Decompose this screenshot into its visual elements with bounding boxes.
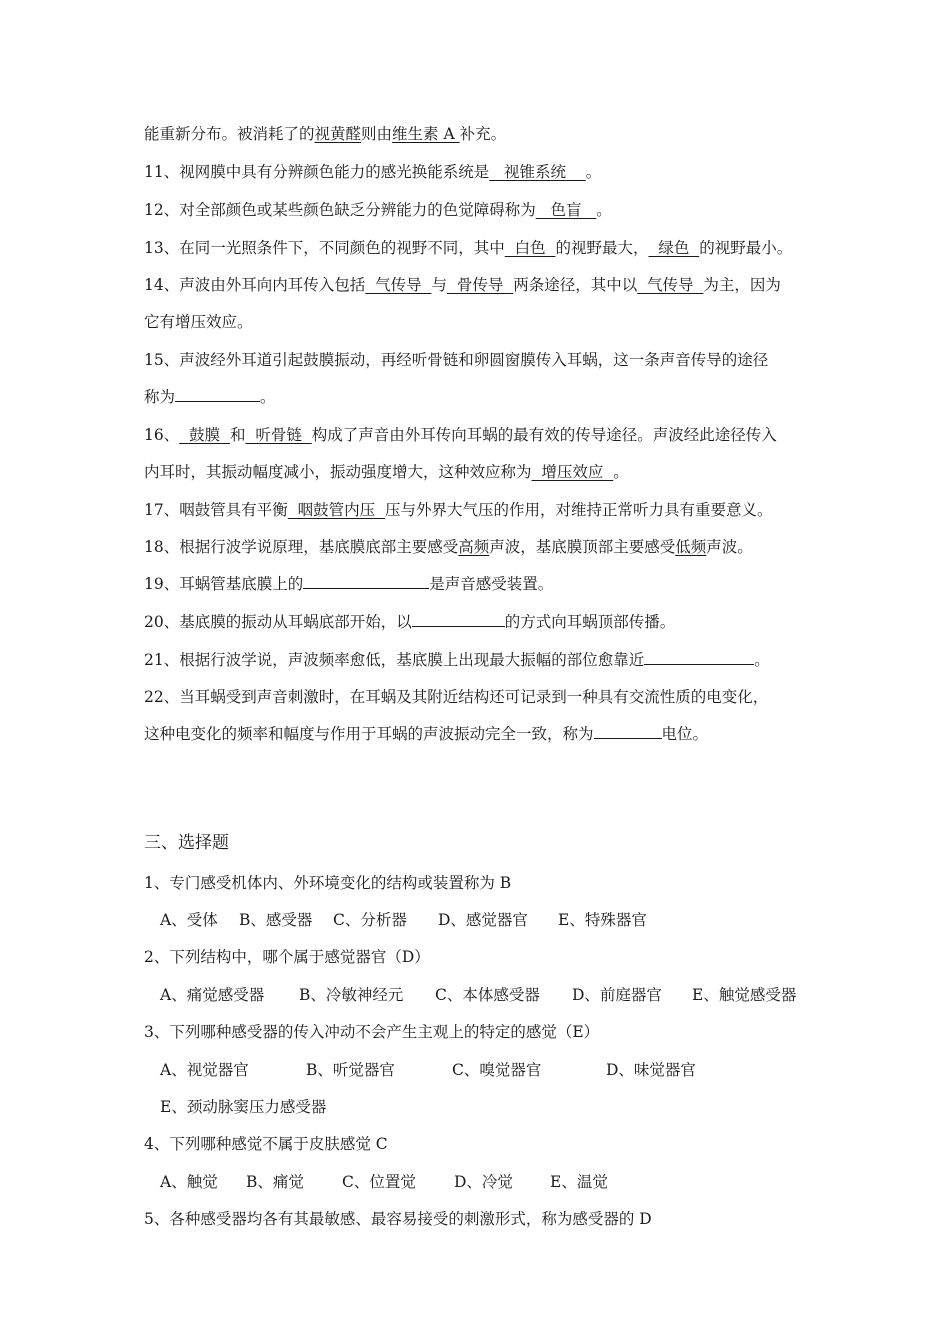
section-title: 三、选择题 [144, 833, 229, 853]
option-d: D、冷觉 [454, 1173, 513, 1191]
option-a: A、触觉 [160, 1173, 218, 1191]
answer-blank: 增压效应 [531, 463, 614, 481]
answer-blank: 视锥系统 [489, 163, 586, 181]
option-d: D、感觉器官 [438, 911, 528, 929]
option-e: E、特殊器官 [558, 911, 647, 929]
question-19: 19、耳蜗管基底膜上的 是声音感受装置。 [144, 575, 554, 593]
answer-blank: 视黄醛 [314, 125, 362, 143]
question-16: 16、 鼓膜 和 听骨链 构成了声音由外耳传向耳蜗的最有效的传导途径。声波经此途径传入 [144, 426, 777, 444]
option-b: B、痛觉 [246, 1173, 304, 1191]
question-18: 18、根据行波学说原理，基底膜底部主要感受高频声波，基底膜顶部主要感受低频声波。 [144, 538, 753, 556]
choice-question-2: 2、下列结构中，哪个属于感觉器官（D） [144, 948, 430, 966]
choice-question-1: 1、专门感受机体内、外环境变化的结构或装置称为 B [144, 874, 512, 892]
answer-blank: 低频 [675, 538, 707, 556]
option-b: B、听觉器官 [306, 1061, 395, 1079]
answer-blank: 咽鼓管内压 [287, 501, 385, 519]
option-c: C、本体感受器 [435, 986, 540, 1004]
question-16-cont: 内耳时，其振动幅度减小，振动强度增大，这种效应称为 增压效应 。 [144, 463, 629, 481]
question-13: 13、在同一光照条件下，不同颜色的视野不同，其中 白色 的视野最大， 绿色 的视野最小。 [144, 239, 793, 257]
question-22: 22、当耳蜗受到声音刺激时，在耳蜗及其附近结构还可记录到一种具有交流性质的电变化， [144, 688, 769, 706]
question-12: 12、对全部颜色或某些颜色缺乏分辨能力的色觉障碍称为 色盲 。 [144, 201, 612, 219]
question-11: 11、视网膜中具有分辨颜色能力的感光换能系统是 视锥系统 。 [144, 163, 602, 181]
empty-blank [644, 650, 754, 665]
option-d: D、味觉器官 [606, 1061, 696, 1079]
answer-blank: 色盲 [535, 201, 597, 219]
option-c: C、嗅觉器官 [452, 1061, 542, 1079]
line-l0: 能重新分布。被消耗了的视黄醛则由维生素 A 补充。 [144, 125, 507, 143]
choice-question-5: 5、各种感受器均各有其最敏感、最容易接受的刺激形式，称为感受器的 D [144, 1210, 652, 1228]
option-e: E、触觉感受器 [692, 986, 797, 1004]
choice-question-3: 3、下列哪种感受器的传入冲动不会产生主观上的特定的感觉（E） [144, 1023, 600, 1041]
answer-blank: 绿色 [648, 239, 700, 257]
empty-blank [594, 724, 662, 739]
answer-blank: 骨传导 [446, 276, 514, 294]
option-a: A、痛觉感受器 [160, 986, 265, 1004]
question-14-cont: 它有增压效应。 [144, 313, 253, 331]
empty-blank [412, 612, 505, 627]
question-17: 17、咽鼓管具有平衡 咽鼓管内压 压与外界大气压的作用，对维持正常听力具有重要意义。 [144, 501, 773, 519]
choice-question-4: 4、下列哪种感觉不属于皮肤感觉 C [144, 1135, 388, 1153]
question-15: 15、声波经外耳道引起鼓膜振动，再经听骨链和卵圆窗膜传入耳蜗，这一条声音传导的途径 [144, 351, 769, 369]
option-e: E、颈动脉窦压力感受器 [160, 1098, 327, 1116]
option-a: A、视觉器官 [160, 1061, 249, 1079]
answer-blank: 白色 [504, 239, 556, 257]
option-e: E、温觉 [550, 1173, 608, 1191]
question-14: 14、声波由外耳向内耳传入包括 气传导 与 骨传导 两条途径，其中以 气传导 为主，因为 [144, 276, 781, 294]
option-b: B、感受器 [239, 911, 313, 929]
question-20: 20、基底膜的振动从耳蜗底部开始，以 的方式向耳蜗顶部传播。 [144, 613, 676, 631]
question-22-cont: 这种电变化的频率和幅度与作用于耳蜗的声波振动完全一致，称为 电位。 [144, 725, 709, 743]
empty-blank [175, 387, 260, 402]
answer-blank: 高频 [458, 538, 490, 556]
empty-blank [303, 574, 429, 589]
option-c: C、分析器 [333, 911, 407, 929]
answer-blank: 维生素 A [392, 125, 460, 143]
option-d: D、前庭器官 [572, 986, 662, 1004]
question-21: 21、根据行波学说，声波频率愈低，基底膜上出现最大振幅的部位愈靠近 。 [144, 651, 770, 669]
answer-blank: 气传导 [637, 276, 704, 294]
option-c: C、位置觉 [342, 1173, 416, 1191]
option-a: A、受体 [160, 911, 218, 929]
option-b: B、冷敏神经元 [299, 986, 404, 1004]
answer-blank: 鼓膜 [179, 426, 230, 444]
question-15-cont: 称为 。 [144, 388, 276, 406]
answer-blank: 听骨链 [245, 426, 312, 444]
answer-blank: 气传导 [365, 276, 432, 294]
